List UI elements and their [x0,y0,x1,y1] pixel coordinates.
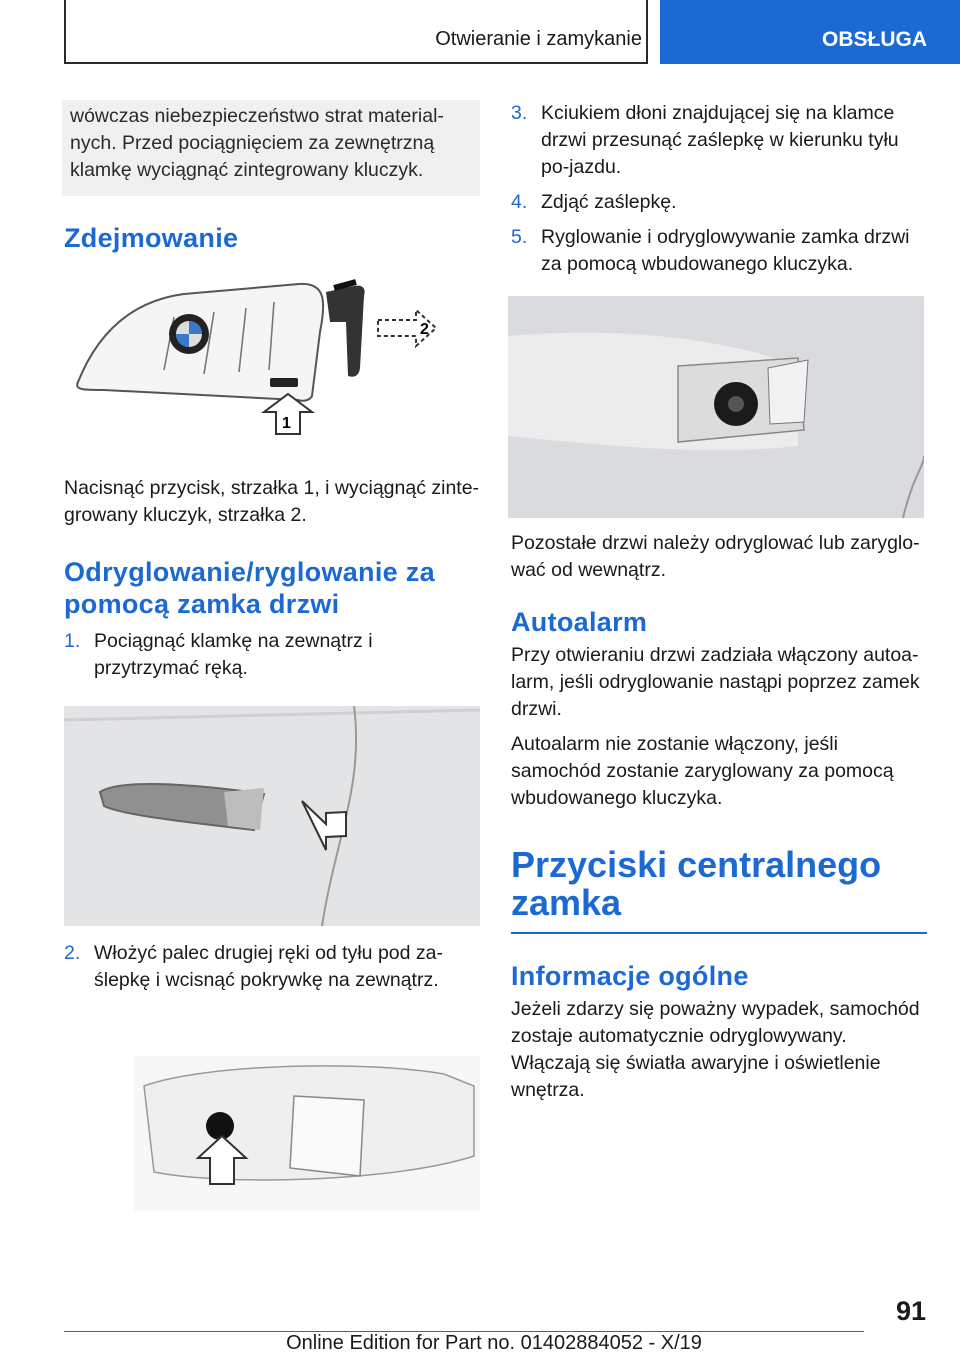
heading-alarm: Autoalarm [511,607,648,637]
key-removal-figure [64,272,480,457]
step-number: 1. [64,630,81,652]
step-text: Kciukiem dłoni znajdującej się na klamce drzwi przesunąć zaślepkę w kierunku tyłu po-jazdu. [541,102,899,178]
step-text: Zdjąć zaślepkę. [541,191,677,213]
key-removal-illustration [64,272,480,457]
step-text: Pociągnąć klamkę na zewnątrz i przytrzymać ręką. [94,630,373,679]
door-lock-figure [508,296,924,518]
step-1 [64,628,480,682]
heading-removal: Zdejmowanie [64,223,239,253]
left-column [64,100,480,1211]
step-text: Ryglowanie i odryglowywanie zamka drzwi za pomocą wbudowanego kluczyka. [541,226,910,275]
alarm-paragraph-2: Autoalarm nie zostanie włączony, jeśli samochód zostanie zaryglowany za pomocą wbudowanego kluczyka. [511,733,894,809]
alarm-paragraph-1: Przy otwieraniu drzwi zadziała włączony autoa-larm, jeśli odryglowanie nastąpi poprzez zamek drzwi. [511,644,920,720]
header-section-title: Otwieranie i zamykanie [435,28,642,50]
door-handle-illustration [64,706,480,926]
header-chapter-tab[interactable]: OBSŁUGA [660,0,960,64]
door-handle-figure [64,706,480,926]
step-2 [64,940,480,994]
step-number: 5. [511,226,528,248]
arrow-label-2: 2 [420,321,429,338]
step-3 [511,100,927,181]
step-number: 2. [64,942,81,964]
heading-central-locking: Przyciski centralnego zamka [511,844,882,923]
step-4 [511,189,927,216]
right-column [511,100,927,1104]
footer-edition: Online Edition for Part no. 01402884052 - X/19 [286,1332,702,1354]
cover-removal-illustration [64,1056,480,1211]
step-number: 4. [511,191,528,213]
warning-note: wówczas niebezpieczeństwo strat material-nych. Przed pociągnięciem za zewnętrzną klamkę wyciągnąć zintegrowany kluczyk. [62,100,480,196]
heading-door-lock: Odryglowanie/ryglowanie za pomocą zamka drzwi [64,557,435,619]
page-number: 91 [895,1296,926,1326]
other-doors-text: Pozostałe drzwi należy odryglować lub zaryglo-wać od wewnątrz. [511,532,920,581]
general-info-text: Jeżeli zdarzy się poważny wypadek, samochód zostaje automatycznie odryglowywany. Włączają się światła awaryjne i oświetlenie wnętrza. [511,998,920,1101]
section-rule [511,932,927,934]
removal-instructions: Nacisnąć przycisk, strzałka 1, i wyciągnąć zinte-growany kluczyk, strzałka 2. [64,477,480,526]
step-text: Włożyć palec drugiej ręki od tyłu pod za-ślepkę i wcisnąć pokrywkę na zewnątrz. [94,942,443,991]
heading-general-info: Informacje ogólne [511,961,749,991]
cover-removal-figure [64,1056,480,1211]
door-lock-illustration [508,296,924,518]
arrow-label-1: 1 [282,415,291,432]
step-number: 3. [511,102,528,124]
step-5 [511,224,927,278]
